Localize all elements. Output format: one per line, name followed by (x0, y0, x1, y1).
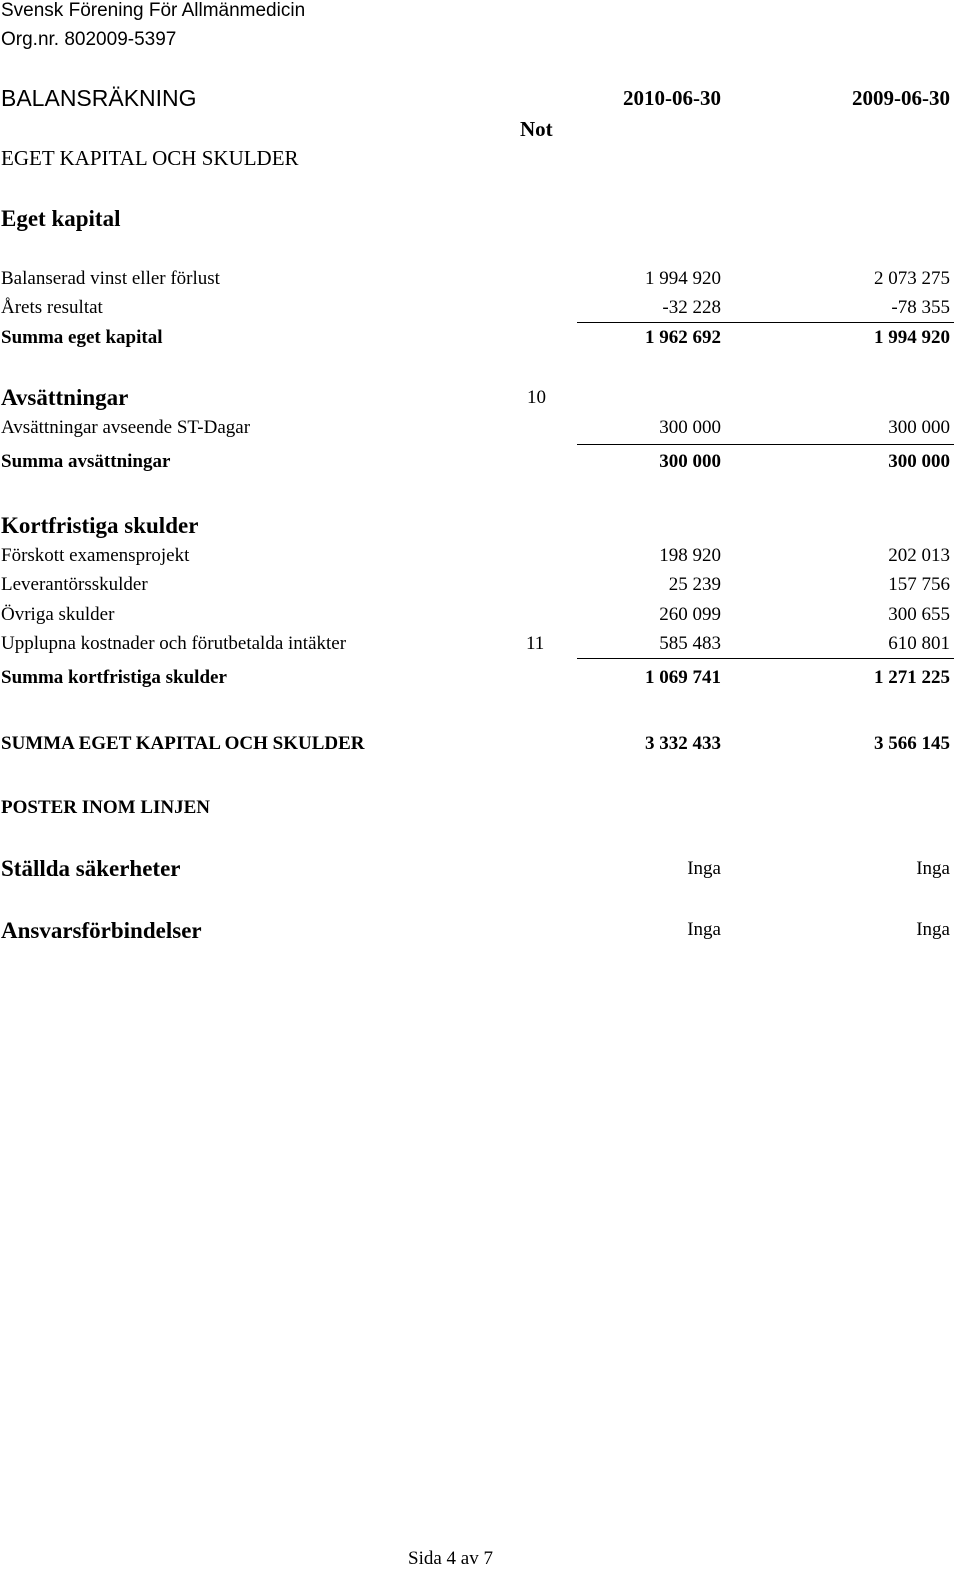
total-current: 1 962 692 (645, 327, 721, 348)
total-previous: 1 994 920 (874, 327, 950, 348)
row-current: 198 920 (659, 545, 721, 566)
row-previous: 202 013 (888, 545, 950, 566)
total-label: Summa avsättningar (1, 451, 171, 472)
subtotal-rule (577, 444, 954, 445)
row-previous: -78 355 (891, 297, 950, 318)
org-number: Org.nr. 802009-5397 (1, 29, 177, 50)
page-number: Sida 4 av 7 (408, 1548, 493, 1569)
row-previous: 610 801 (888, 633, 950, 654)
pledged-previous: Inga (916, 858, 950, 879)
section-heading: EGET KAPITAL OCH SKULDER (1, 146, 299, 170)
note-reference: 11 (526, 633, 545, 654)
report-title: BALANSRÄKNING (1, 85, 197, 111)
contingent-label: Ansvarsförbindelser (1, 918, 202, 943)
row-current: 300 000 (659, 417, 721, 438)
date-previous: 2009-06-30 (852, 86, 950, 110)
total-current: 300 000 (659, 451, 721, 472)
note-reference: 10 (527, 387, 546, 408)
contingent-previous: Inga (916, 919, 950, 940)
row-current: 1 994 920 (645, 268, 721, 289)
short-term-heading: Kortfristiga skulder (1, 513, 199, 538)
not-column-header: Not (520, 117, 553, 141)
total-current: 1 069 741 (645, 667, 721, 688)
row-label: Övriga skulder (1, 604, 115, 625)
total-previous: 1 271 225 (874, 667, 950, 688)
total-label: Summa kortfristiga skulder (1, 667, 227, 688)
row-previous: 300 655 (888, 604, 950, 625)
contingent-current: Inga (687, 919, 721, 940)
row-current: 25 239 (668, 574, 721, 595)
row-current: 585 483 (659, 633, 721, 654)
row-label: Förskott examensprojekt (1, 545, 190, 566)
total-label: Summa eget kapital (1, 327, 163, 348)
date-current: 2010-06-30 (623, 86, 721, 110)
equity-heading: Eget kapital (1, 206, 121, 231)
row-current: -32 228 (662, 297, 721, 318)
org-name: Svensk Förening För Allmänmedicin (1, 0, 306, 21)
pledged-label: Ställda säkerheter (1, 856, 181, 881)
row-previous: 157 756 (888, 574, 950, 595)
row-label: Upplupna kostnader och förutbetalda intäkter (1, 633, 347, 654)
off-balance-heading: POSTER INOM LINJEN (1, 797, 211, 818)
row-label: Leverantörsskulder (1, 574, 148, 595)
subtotal-rule (577, 322, 954, 323)
grand-total-current: 3 332 433 (645, 733, 721, 754)
row-previous: 300 000 (888, 417, 950, 438)
grand-total-label: SUMMA EGET KAPITAL OCH SKULDER (1, 733, 365, 754)
subtotal-rule (577, 658, 954, 659)
total-previous: 300 000 (888, 451, 950, 472)
provisions-heading: Avsättningar (1, 385, 129, 410)
row-label: Avsättningar avseende ST-Dagar (1, 417, 251, 438)
row-previous: 2 073 275 (874, 268, 950, 289)
pledged-current: Inga (687, 858, 721, 879)
row-label: Balanserad vinst eller förlust (1, 268, 220, 289)
grand-total-previous: 3 566 145 (874, 733, 950, 754)
row-current: 260 099 (659, 604, 721, 625)
row-label: Årets resultat (1, 297, 103, 318)
